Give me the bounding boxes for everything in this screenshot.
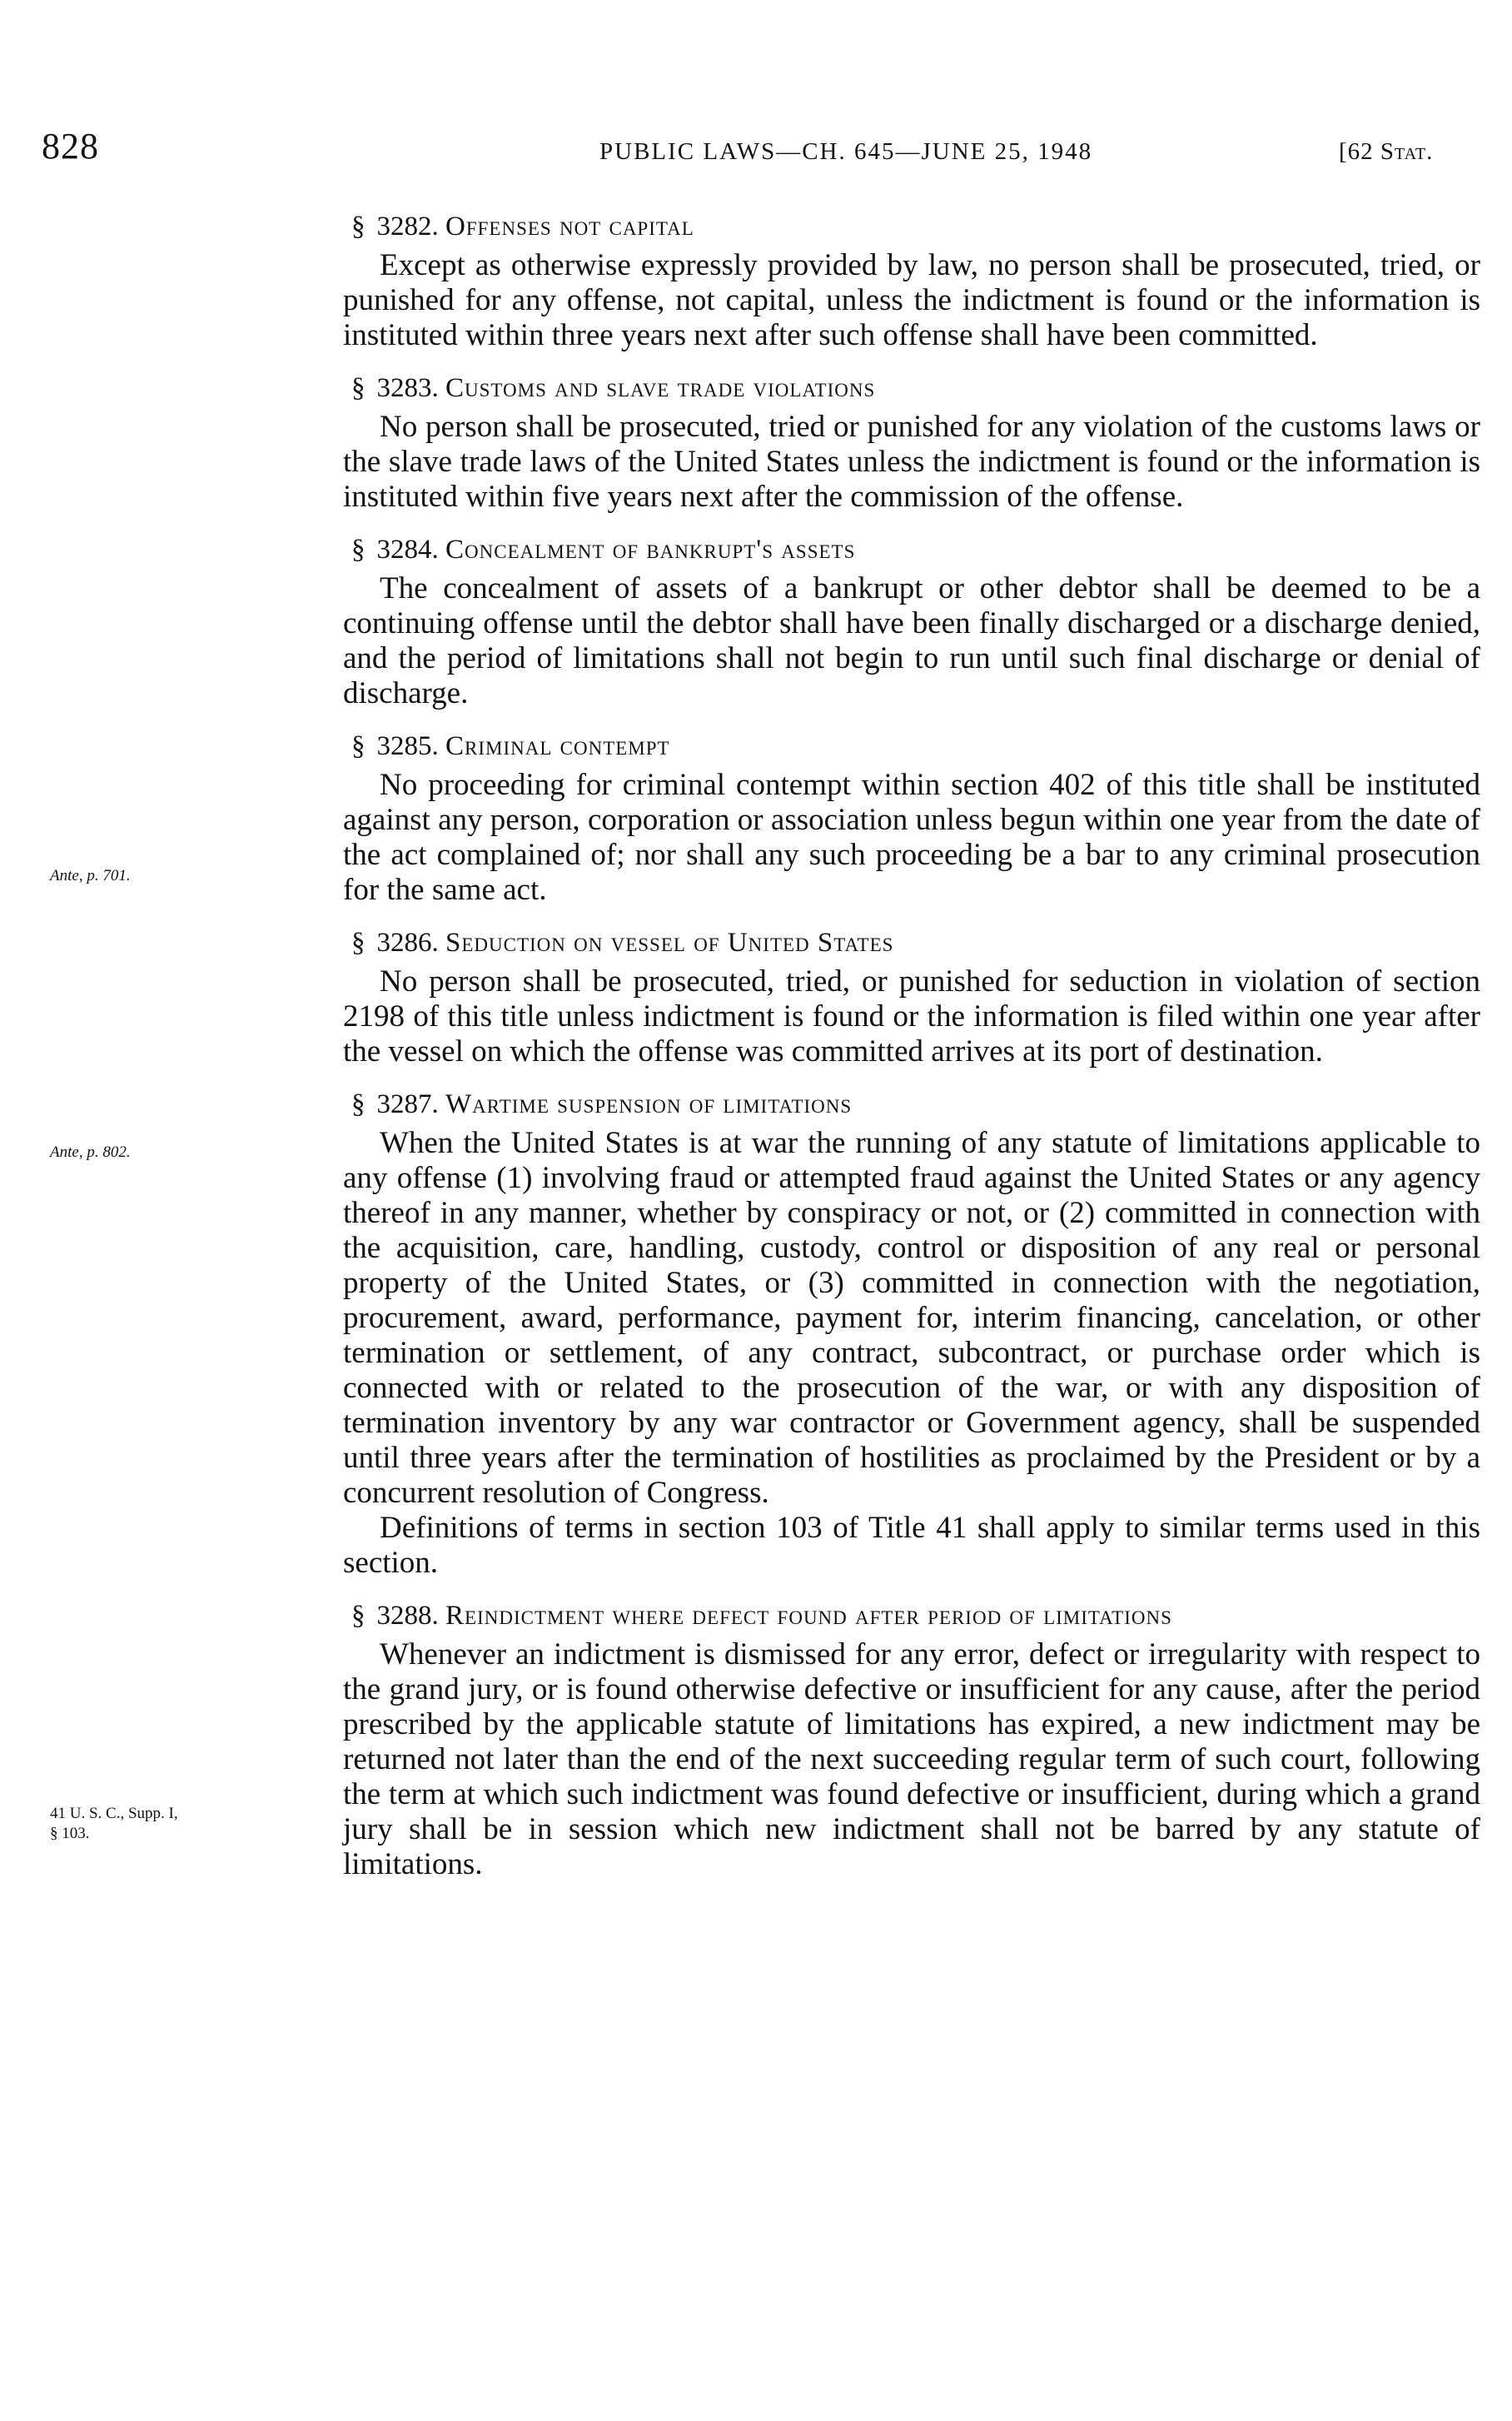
section-symbol: §: [351, 928, 366, 958]
section-heading: [343, 924, 1480, 961]
section-text: The concealment of assets of a bankrupt or other debtor shall be deemed to be a continuing offense until the debtor shall have been finally discharged or a discharge denied, and the period of limitations shall not begin to run until such final discharge or denial of discharge.: [343, 571, 1480, 710]
section-title: Reindictment where defect found after period of limitations: [445, 1601, 1172, 1631]
section-text: Definitions of terms in section 103 of Title 41 shall apply to similar terms used in this section.: [343, 1511, 1480, 1580]
section-3288: [343, 1597, 1480, 1882]
margin-note-usc-line2: § 103.: [50, 1825, 90, 1842]
section-heading: [343, 208, 1480, 245]
section-text: When the United States is at war the running of any statute of limitations applicable to any offense (1) involving fraud or attempted fraud against the United States or any agency thereof in any manner, whether by conspiracy or not, or (2) committed in connection with the acquisition, care, handling, custody, control or disposition of any real or personal property of the United States, or (3) committed in connection with the negotiation, procurement, award, performance, payment for, interim financing, cancelation, or other termination or settlement, of any contract, subcontract, or purchase order which is connected with or related to the prosecution of the war, or with any disposition of termination inventory by any war contractor or Government agency, shall be suspended until three years after the termination of hostilities as proclaimed by the President or by a concurrent resolution of Congress.: [343, 1126, 1480, 1510]
section-number: 3285.: [376, 731, 439, 761]
section-symbol: §: [351, 212, 366, 242]
section-text: No person shall be prosecuted, tried, or punished for seduction in violation of section 2198 of this title unless indictment is found or the information is filed within one year after the vessel on which the offense was committed arrives at its port of destination.: [343, 964, 1480, 1069]
section-number: 3287.: [376, 1089, 439, 1119]
section-symbol: §: [351, 1601, 366, 1631]
section-number: 3286.: [376, 928, 439, 958]
section-symbol: §: [351, 731, 366, 761]
section-title: Customs and slave trade violations: [445, 373, 876, 403]
margin-note-ante-802: Ante, p. 802.: [50, 1143, 131, 1161]
section-symbol: §: [351, 373, 366, 403]
section-heading: [343, 1086, 1480, 1123]
volume-number: [62: [1339, 138, 1374, 165]
section-number: 3284.: [376, 535, 439, 565]
section-number: 3283.: [376, 373, 439, 403]
section-title: Criminal contempt: [445, 731, 670, 761]
section-title: Seduction on vessel of United States: [445, 928, 894, 958]
section-symbol: §: [351, 535, 366, 565]
section-3282: [343, 208, 1480, 353]
section-text: No person shall be prosecuted, tried or punished for any violation of the customs laws or the slave trade laws of the United States unless the indictment is found or the information is instituted within five years next after the commission of the offense.: [343, 410, 1480, 514]
volume-reference: [1339, 138, 1433, 166]
margin-note-usc: [50, 1804, 178, 1844]
volume-abbrev: Stat.: [1380, 138, 1434, 165]
running-head: PUBLIC LAWS—CH. 645—JUNE 25, 1948: [599, 138, 1093, 165]
section-3284: [343, 531, 1480, 711]
section-number: 3282.: [376, 212, 439, 242]
section-symbol: §: [351, 1089, 366, 1119]
section-title: Concealment of bankrupt's assets: [445, 535, 856, 565]
section-3287: [343, 1086, 1480, 1581]
page-number: 828: [42, 126, 99, 167]
section-text: Except as otherwise expressly provided by law, no person shall be prosecuted, tried, or punished for any offense, not capital, unless the indictment is found or the information is instituted within three years next after such offense shall have been committed.: [343, 248, 1480, 352]
section-3285: [343, 728, 1480, 908]
section-number: 3288.: [376, 1601, 439, 1631]
section-heading: [343, 531, 1480, 568]
margin-note-ante-701: Ante, p. 701.: [50, 867, 131, 884]
section-heading: [343, 370, 1480, 406]
section-3286: [343, 924, 1480, 1069]
margin-note-usc-line1: 41 U. S. C., Supp. I,: [50, 1805, 178, 1822]
section-title: Offenses not capital: [445, 212, 694, 242]
section-3283: [343, 370, 1480, 515]
section-title: Wartime suspension of limitations: [445, 1089, 853, 1119]
statute-body: [343, 208, 1480, 1899]
section-heading: [343, 1597, 1480, 1634]
section-heading: [343, 728, 1480, 765]
section-text: No proceeding for criminal contempt within section 402 of this title shall be instituted against any person, corporation or association unless begun within one year from the date of the act complained of; nor shall any such proceeding be a bar to any criminal prosecution for the same act.: [343, 768, 1480, 907]
section-text: Whenever an indictment is dismissed for any error, defect or irregularity with respect to the grand jury, or is found otherwise defective or insufficient for any cause, after the period prescribed by the applicable statute of limitations has expired, a new indictment may be returned not later than the end of the next succeeding regular term of such court, following the term at which such indictment was found defective or insufficient, during which a grand jury shall be in session which new indictment shall not be barred by any statute of limitations.: [343, 1637, 1480, 1881]
